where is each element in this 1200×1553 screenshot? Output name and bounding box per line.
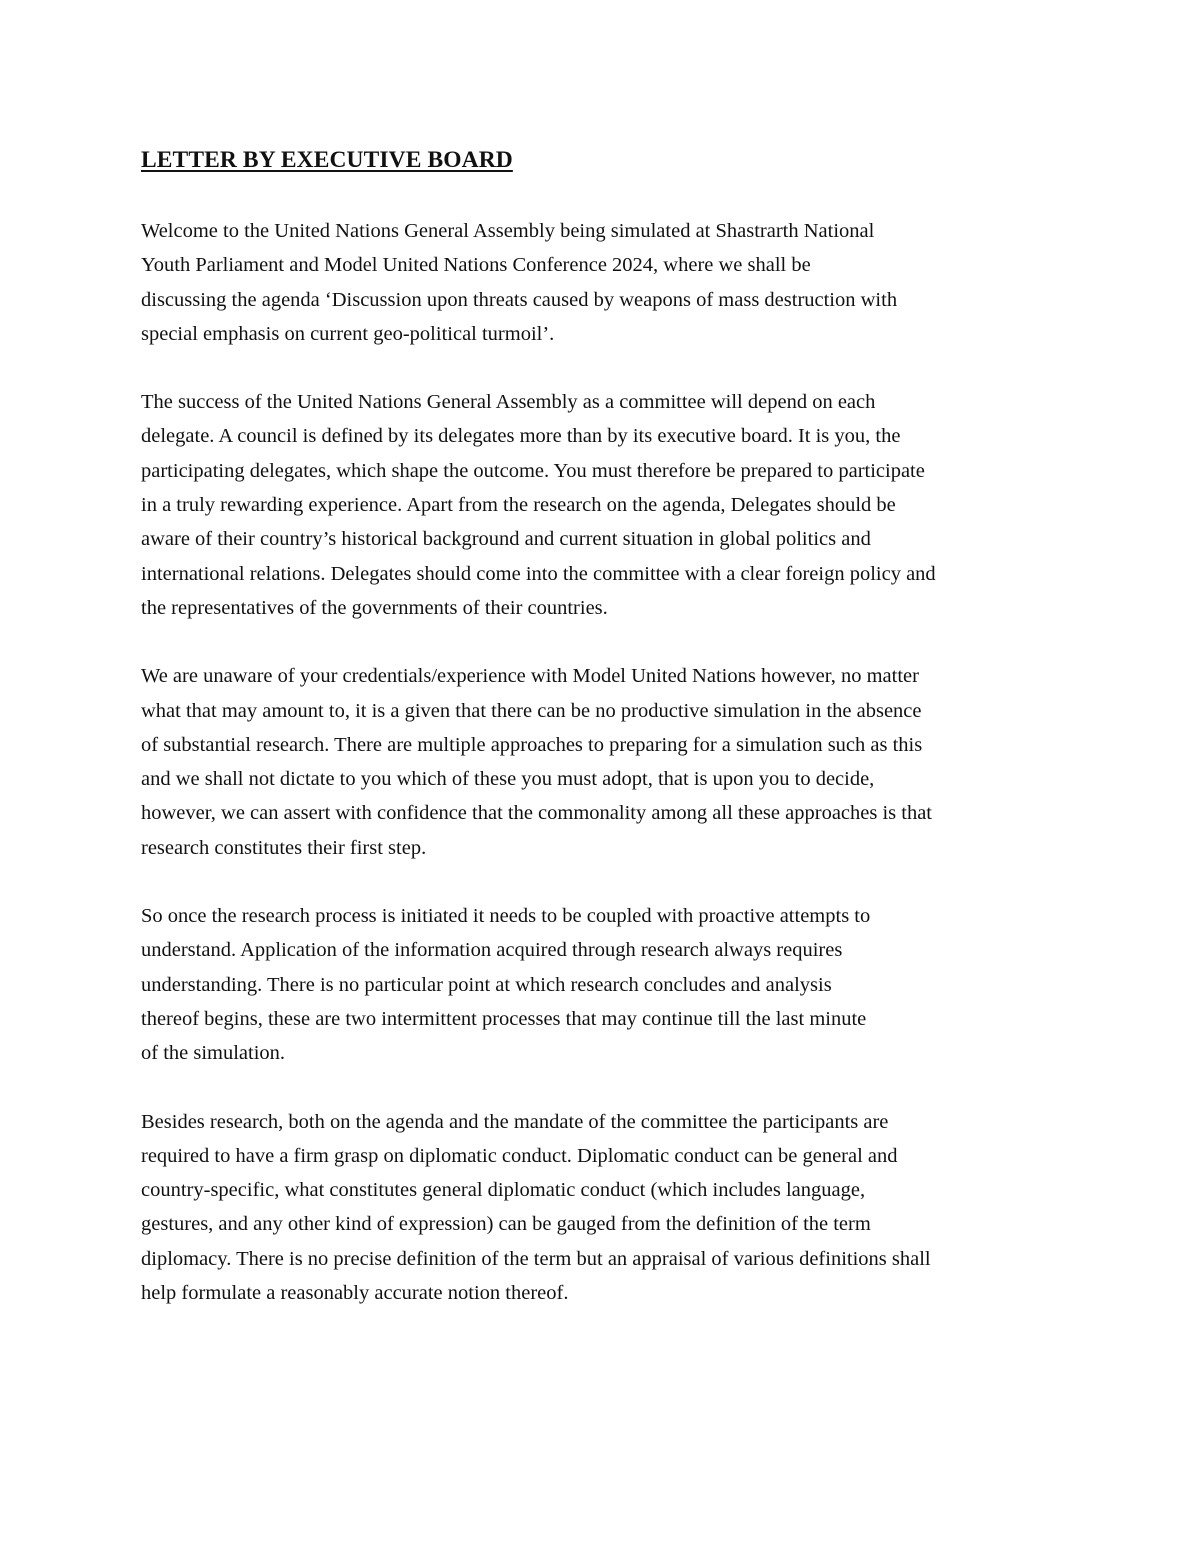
text-line: participating delegates, which shape the outcome. You must therefore be prepared to participate (141, 459, 925, 482)
text-line: delegate. A council is defined by its delegates more than by its executive board. It is you, the (141, 425, 901, 448)
text-line: diplomacy. There is no precise definition of the term but an appraisal of various definitions shall (141, 1247, 931, 1270)
text-line: thereof begins, these are two intermittent processes that may continue till the last minute (141, 1007, 867, 1030)
text-line: what that may amount to, it is a given that there can be no productive simulation in the absence (141, 699, 922, 722)
paragraph-diplomacy (141, 1105, 1066, 1311)
text-line: discussing the agenda ‘Discussion upon threats caused by weapons of mass destruction with (141, 288, 898, 311)
text-line: understand. Application of the information acquired through research always requires (141, 939, 843, 962)
text-line: and we shall not dictate to you which of these you must adopt, that is upon you to decide, (141, 768, 875, 791)
document-body (141, 143, 1066, 1344)
text-line: required to have a firm grasp on diplomatic conduct. Diplomatic conduct can be general and (141, 1144, 898, 1167)
paragraph-process (141, 899, 1066, 1070)
text-line: in a truly rewarding experience. Apart from the research on the agenda, Delegates should be (141, 494, 896, 517)
text-line: So once the research process is initiated it needs to be coupled with proactive attempts to (141, 905, 871, 928)
text-line: however, we can assert with confidence that the commonality among all these approaches is that (141, 802, 933, 825)
text-line: aware of their country’s historical background and current situation in global politics and (141, 528, 871, 551)
text-line: of the simulation. (141, 1042, 286, 1065)
text-line: help formulate a reasonably accurate notion thereof. (141, 1282, 569, 1305)
text-line: gestures, and any other kind of expression) can be gauged from the definition of the term (141, 1213, 871, 1236)
text-line: The success of the United Nations General Assembly as a committee will depend on each (141, 391, 876, 414)
text-line: Youth Parliament and Model United Nations Conference 2024, where we shall be (141, 254, 811, 277)
text-line: the representatives of the governments of their countries. (141, 596, 608, 619)
paragraph-success (141, 385, 1066, 625)
text-line: We are unaware of your credentials/experience with Model United Nations however, no matter (141, 665, 919, 688)
text-line: research constitutes their first step. (141, 836, 427, 859)
letter-title: LETTER BY EXECUTIVE BOARD (141, 147, 513, 173)
text-line: understanding. There is no particular point at which research concludes and analysis (141, 973, 832, 996)
text-line: country-specific, what constitutes general diplomatic conduct (which includes language, (141, 1179, 866, 1202)
text-line: Besides research, both on the agenda and the mandate of the committee the participants are (141, 1110, 889, 1133)
text-line: special emphasis on current geo-political turmoil’. (141, 322, 555, 345)
paragraph-welcome (141, 214, 1066, 351)
text-line: of substantial research. There are multiple approaches to preparing for a simulation such as this (141, 733, 923, 756)
text-line: international relations. Delegates should come into the committee with a clear foreign policy and (141, 562, 936, 585)
paragraph-research (141, 659, 1066, 865)
text-line: Welcome to the United Nations General Assembly being simulated at Shastrarth National (141, 220, 875, 242)
